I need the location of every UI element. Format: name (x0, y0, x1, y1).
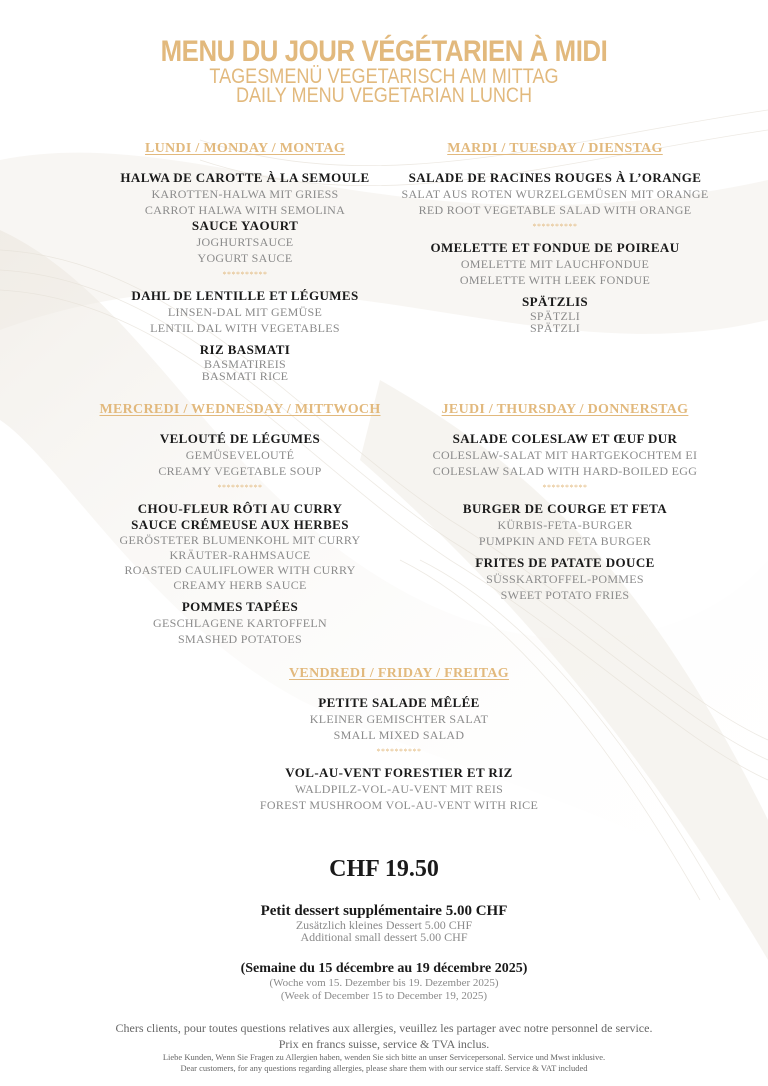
menu-header (0, 36, 768, 105)
title-french: MENU DU JOUR VÉGÉTARIEN À MIDI (160, 35, 608, 68)
dish-name: POMMES TAPÉES (181, 599, 299, 614)
dish-translation-de: GESCHLAGENE KARTOFFELN (153, 616, 327, 630)
dish-name: BURGER DE COURGE ET FETA (462, 501, 668, 516)
footer-allergy-french: Chers clients, pour toutes questions relatives aux allergies, veuillez les partager avec notre personnel de service. (115, 1021, 653, 1035)
week-info (0, 961, 768, 1003)
dish-translation-de: GEMÜSEVELOUTÉ (185, 448, 295, 462)
dessert-info (0, 903, 768, 943)
dessert-english: Additional small dessert 5.00 CHF (300, 930, 468, 944)
separator: ********** (217, 483, 263, 492)
day-heading-thursday: JEUDI / THURSDAY / DONNERSTAG (441, 402, 689, 417)
dish-name: DAHL DE LENTILLE ET LÉGUMES (131, 288, 359, 303)
separator: ********** (376, 747, 422, 756)
dish-translation-de: KLEINER GEMISCHTER SALAT (309, 712, 489, 726)
dish-translation-de: BASMATIREIS (204, 357, 286, 371)
dish-translation-de: SALAT AUS ROTEN WURZELGEMÜSEN MIT ORANGE (401, 187, 709, 201)
dish-translation-de: SÜSSKARTOFFEL-POMMES (486, 572, 644, 586)
dish-translation-en: CARROT HALWA WITH SEMOLINA (144, 203, 346, 217)
title-english: DAILY MENU VEGETARIAN LUNCH (235, 84, 533, 107)
dish-translation-en: SWEET POTATO FRIES (500, 588, 630, 602)
dish-translation-de: SPÄTZLI (529, 309, 581, 323)
day-thursday (405, 402, 725, 603)
separator: ********** (532, 222, 578, 231)
dish-name-line2: SAUCE CRÉMEUSE AUX HERBES (131, 517, 349, 532)
dish-name: OMELETTE ET FONDUE DE POIREAU (430, 240, 680, 255)
dish-name: RIZ BASMATI (199, 342, 291, 357)
dish-name: FRITES DE PATATE DOUCE (475, 555, 655, 570)
week-french: (Semaine du 15 décembre au 19 décembre 2025) (240, 961, 528, 976)
dish-name: SPÄTZLIS (521, 294, 589, 309)
dish-name: SAUCE YAOURT (191, 218, 299, 233)
dish-translation-en: SMASHED POTATOES (178, 632, 302, 646)
allergy-footer (0, 1020, 768, 1074)
dish-translation-en: CREAMY VEGETABLE SOUP (158, 464, 322, 478)
dish-translation-en: FOREST MUSHROOM VOL-AU-VENT WITH RICE (259, 798, 539, 812)
dessert-french: Petit dessert supplémentaire 5.00 CHF (260, 903, 508, 919)
dish-name: VELOUTÉ DE LÉGUMES (159, 431, 321, 446)
day-heading-monday: LUNDI / MONDAY / MONTAG (144, 141, 346, 156)
day-wednesday (70, 402, 410, 647)
day-heading-tuesday: MARDI / TUESDAY / DIENSTAG (447, 141, 663, 156)
dish-translation-de: KAROTTEN-HALWA MIT GRIESS (151, 187, 339, 201)
day-friday (224, 666, 574, 813)
dish-translation-en-line2: CREAMY HERB SAUCE (173, 578, 307, 592)
footer-allergy-german: Liebe Kunden, Wenn Sie Fragen zu Allergien haben, wenden Sie sich bitte an unser Servicepersonal. Service und Mwst inklusive. (162, 1052, 606, 1062)
dish-translation-en: LENTIL DAL WITH VEGETABLES (150, 321, 340, 335)
week-german: (Woche vom 15. Dezember bis 19. Dezember 2025) (269, 977, 499, 989)
dish-translation-en: YOGURT SAUCE (197, 251, 293, 265)
footer-price-note-french: Prix en francs suisse, service & TVA inclus. (278, 1037, 490, 1051)
dish-translation-en: SPÄTZLI (529, 321, 581, 335)
dish-translation-en: RED ROOT VEGETABLE SALAD WITH ORANGE (418, 203, 692, 217)
day-heading-friday: VENDREDI / FRIDAY / FREITAG (289, 666, 509, 681)
day-heading-wednesday: MERCREDI / WEDNESDAY / MITTWOCH (99, 402, 381, 417)
dish-name: VOL-AU-VENT FORESTIER ET RIZ (285, 765, 513, 780)
dish-translation-de: COLESLAW-SALAT MIT HARTGEKOCHTEM EI (432, 448, 698, 462)
dish-name: HALWA DE CAROTTE À LA SEMOULE (120, 170, 370, 185)
dish-translation-en: PUMPKIN AND FETA BURGER (478, 534, 652, 548)
dish-translation-de-line2: KRÄUTER-RAHMSAUCE (169, 548, 311, 562)
dish-translation-en: COLESLAW SALAD WITH HARD-BOILED EGG (432, 464, 698, 478)
week-english: (Week of December 15 to December 19, 2025) (280, 990, 488, 1002)
footer-allergy-english: Dear customers, for any questions regarding allergies, please share them with our service staff. Service & VAT included (180, 1063, 588, 1073)
day-tuesday (390, 141, 720, 334)
dish-translation-en: ROASTED CAULIFLOWER WITH CURRY (124, 563, 356, 577)
dish-translation-en: OMELETTE WITH LEEK FONDUE (459, 273, 651, 287)
title-german: TAGESMENÜ VEGETARISCH AM MITTAG (209, 65, 559, 88)
dish-translation-de: LINSEN-DAL MIT GEMÜSE (167, 305, 323, 319)
dish-translation-de: GERÖSTETER BLUMENKOHL MIT CURRY (119, 533, 361, 547)
dish-name: SALADE COLESLAW ET ŒUF DUR (452, 431, 678, 446)
dish-translation-en: SMALL MIXED SALAD (333, 728, 465, 742)
separator: ********** (542, 483, 588, 492)
separator: ********** (222, 270, 268, 279)
dish-translation-de: OMELETTE MIT LAUCHFONDUE (460, 257, 650, 271)
dish-translation-en: BASMATI RICE (201, 369, 289, 383)
dish-name: SALADE DE RACINES ROUGES À L’ORANGE (408, 170, 702, 185)
dish-translation-de: JOGHURTSAUCE (196, 235, 294, 249)
dish-name: CHOU-FLEUR RÔTI AU CURRY (137, 501, 343, 516)
menu-price: CHF 19.50 (329, 856, 439, 882)
dish-name: PETITE SALADE MÊLÉE (318, 695, 480, 710)
dish-translation-de: KÜRBIS-FETA-BURGER (497, 518, 633, 532)
dish-translation-de: WALDPILZ-VOL-AU-VENT MIT REIS (294, 782, 504, 796)
dessert-german: Zusätzlich kleines Dessert 5.00 CHF (295, 918, 473, 932)
day-monday (90, 141, 400, 382)
